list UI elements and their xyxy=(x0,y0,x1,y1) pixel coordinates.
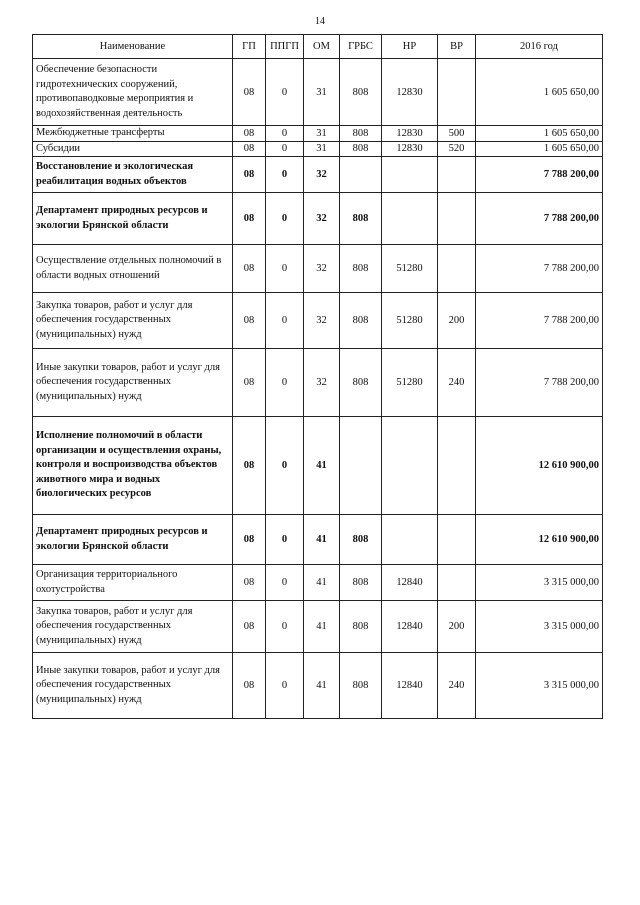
row-name: Исполнение полномочий в области организации и осуществления охраны, контроля и воспроизводства объектов животного мира и водных биологических ресурсов xyxy=(33,417,233,515)
table-row xyxy=(33,126,603,142)
row-vr: 240 xyxy=(438,349,476,417)
row-vr xyxy=(438,157,476,193)
row-grbs xyxy=(340,157,382,193)
table-row xyxy=(33,515,603,565)
row-grbs: 808 xyxy=(340,653,382,719)
row-vr: 500 xyxy=(438,126,476,142)
row-amount: 7 788 200,00 xyxy=(476,245,603,293)
row-om: 32 xyxy=(304,245,340,293)
row-om: 32 xyxy=(304,293,340,349)
row-amount: 7 788 200,00 xyxy=(476,193,603,245)
row-ppgp: 0 xyxy=(266,141,304,157)
row-gp: 08 xyxy=(233,349,266,417)
row-name: Обеспечение безопасности гидротехнических сооружений, противопаводковые мероприятия и водохозяйственная деятельность xyxy=(33,59,233,126)
row-gp: 08 xyxy=(233,157,266,193)
table-row xyxy=(33,349,603,417)
row-om: 41 xyxy=(304,653,340,719)
row-ppgp: 0 xyxy=(266,245,304,293)
row-vr xyxy=(438,515,476,565)
row-ppgp: 0 xyxy=(266,565,304,601)
header-year: 2016 год xyxy=(476,35,603,59)
row-om: 32 xyxy=(304,193,340,245)
row-ppgp: 0 xyxy=(266,515,304,565)
row-om: 41 xyxy=(304,565,340,601)
row-gp: 08 xyxy=(233,126,266,142)
row-grbs: 808 xyxy=(340,193,382,245)
row-om: 31 xyxy=(304,59,340,126)
table-row xyxy=(33,245,603,293)
row-om: 41 xyxy=(304,601,340,653)
row-np: 12840 xyxy=(382,653,438,719)
row-amount: 3 315 000,00 xyxy=(476,565,603,601)
row-grbs: 808 xyxy=(340,126,382,142)
header-om: ОМ xyxy=(304,35,340,59)
row-vr: 200 xyxy=(438,293,476,349)
row-name: Организация территориального охотустройства xyxy=(33,565,233,601)
header-gp: ГП xyxy=(233,35,266,59)
table-row xyxy=(33,193,603,245)
row-name: Субсидии xyxy=(33,141,233,157)
row-vr: 200 xyxy=(438,601,476,653)
row-vr: 520 xyxy=(438,141,476,157)
table-row xyxy=(33,601,603,653)
row-ppgp: 0 xyxy=(266,417,304,515)
row-om: 31 xyxy=(304,141,340,157)
row-name: Восстановление и экологическая реабилитация водных объектов xyxy=(33,157,233,193)
row-om: 41 xyxy=(304,515,340,565)
row-np: 12840 xyxy=(382,565,438,601)
row-vr xyxy=(438,245,476,293)
row-amount: 3 315 000,00 xyxy=(476,601,603,653)
row-gp: 08 xyxy=(233,293,266,349)
row-vr xyxy=(438,417,476,515)
header-np: НР xyxy=(382,35,438,59)
row-ppgp: 0 xyxy=(266,293,304,349)
row-name: Закупка товаров, работ и услуг для обеспечения государственных (муниципальных) нужд xyxy=(33,601,233,653)
row-name: Департамент природных ресурсов и экологии Брянской области xyxy=(33,193,233,245)
table-row xyxy=(33,417,603,515)
row-grbs: 808 xyxy=(340,245,382,293)
header-name: Наименование xyxy=(33,35,233,59)
row-amount: 12 610 900,00 xyxy=(476,417,603,515)
row-amount: 3 315 000,00 xyxy=(476,653,603,719)
row-np xyxy=(382,515,438,565)
row-np: 51280 xyxy=(382,293,438,349)
row-name: Межбюджетные трансферты xyxy=(33,126,233,142)
row-np xyxy=(382,193,438,245)
row-ppgp: 0 xyxy=(266,349,304,417)
row-gp: 08 xyxy=(233,515,266,565)
row-gp: 08 xyxy=(233,565,266,601)
table-row xyxy=(33,141,603,157)
row-amount: 1 605 650,00 xyxy=(476,141,603,157)
row-amount: 7 788 200,00 xyxy=(476,157,603,193)
row-np: 12830 xyxy=(382,59,438,126)
row-grbs xyxy=(340,417,382,515)
row-ppgp: 0 xyxy=(266,653,304,719)
row-om: 41 xyxy=(304,417,340,515)
row-ppgp: 0 xyxy=(266,601,304,653)
header-ppgp: ППГП xyxy=(266,35,304,59)
row-np xyxy=(382,157,438,193)
row-name: Иные закупки товаров, работ и услуг для обеспечения государственных (муниципальных) нужд xyxy=(33,653,233,719)
row-ppgp: 0 xyxy=(266,193,304,245)
table-row xyxy=(33,293,603,349)
row-np: 51280 xyxy=(382,245,438,293)
row-amount: 7 788 200,00 xyxy=(476,293,603,349)
row-grbs: 808 xyxy=(340,565,382,601)
row-vr xyxy=(438,59,476,126)
table-header-row xyxy=(33,35,603,59)
row-grbs: 808 xyxy=(340,515,382,565)
row-np: 12830 xyxy=(382,126,438,142)
row-grbs: 808 xyxy=(340,293,382,349)
table-row xyxy=(33,565,603,601)
table-row xyxy=(33,653,603,719)
row-gp: 08 xyxy=(233,601,266,653)
row-gp: 08 xyxy=(233,141,266,157)
row-np: 12830 xyxy=(382,141,438,157)
row-grbs: 808 xyxy=(340,601,382,653)
row-amount: 1 605 650,00 xyxy=(476,126,603,142)
row-vr xyxy=(438,565,476,601)
table-row xyxy=(33,157,603,193)
row-amount: 12 610 900,00 xyxy=(476,515,603,565)
row-ppgp: 0 xyxy=(266,126,304,142)
header-grbs: ГРБС xyxy=(340,35,382,59)
budget-table xyxy=(32,34,603,719)
row-gp: 08 xyxy=(233,245,266,293)
row-gp: 08 xyxy=(233,59,266,126)
row-np: 51280 xyxy=(382,349,438,417)
row-name: Иные закупки товаров, работ и услуг для обеспечения государственных (муниципальных) нужд xyxy=(33,349,233,417)
page-number: 14 xyxy=(315,16,325,27)
row-grbs: 808 xyxy=(340,59,382,126)
row-amount: 7 788 200,00 xyxy=(476,349,603,417)
row-om: 32 xyxy=(304,349,340,417)
row-ppgp: 0 xyxy=(266,59,304,126)
row-gp: 08 xyxy=(233,653,266,719)
row-np xyxy=(382,417,438,515)
row-gp: 08 xyxy=(233,417,266,515)
table-row xyxy=(33,59,603,126)
row-name: Осуществление отдельных полномочий в области водных отношений xyxy=(33,245,233,293)
row-vr xyxy=(438,193,476,245)
row-grbs: 808 xyxy=(340,141,382,157)
row-om: 32 xyxy=(304,157,340,193)
row-name: Департамент природных ресурсов и экологии Брянской области xyxy=(33,515,233,565)
row-name: Закупка товаров, работ и услуг для обеспечения государственных (муниципальных) нужд xyxy=(33,293,233,349)
row-om: 31 xyxy=(304,126,340,142)
row-gp: 08 xyxy=(233,193,266,245)
row-amount: 1 605 650,00 xyxy=(476,59,603,126)
header-vr: ВР xyxy=(438,35,476,59)
row-grbs: 808 xyxy=(340,349,382,417)
row-ppgp: 0 xyxy=(266,157,304,193)
row-vr: 240 xyxy=(438,653,476,719)
row-np: 12840 xyxy=(382,601,438,653)
